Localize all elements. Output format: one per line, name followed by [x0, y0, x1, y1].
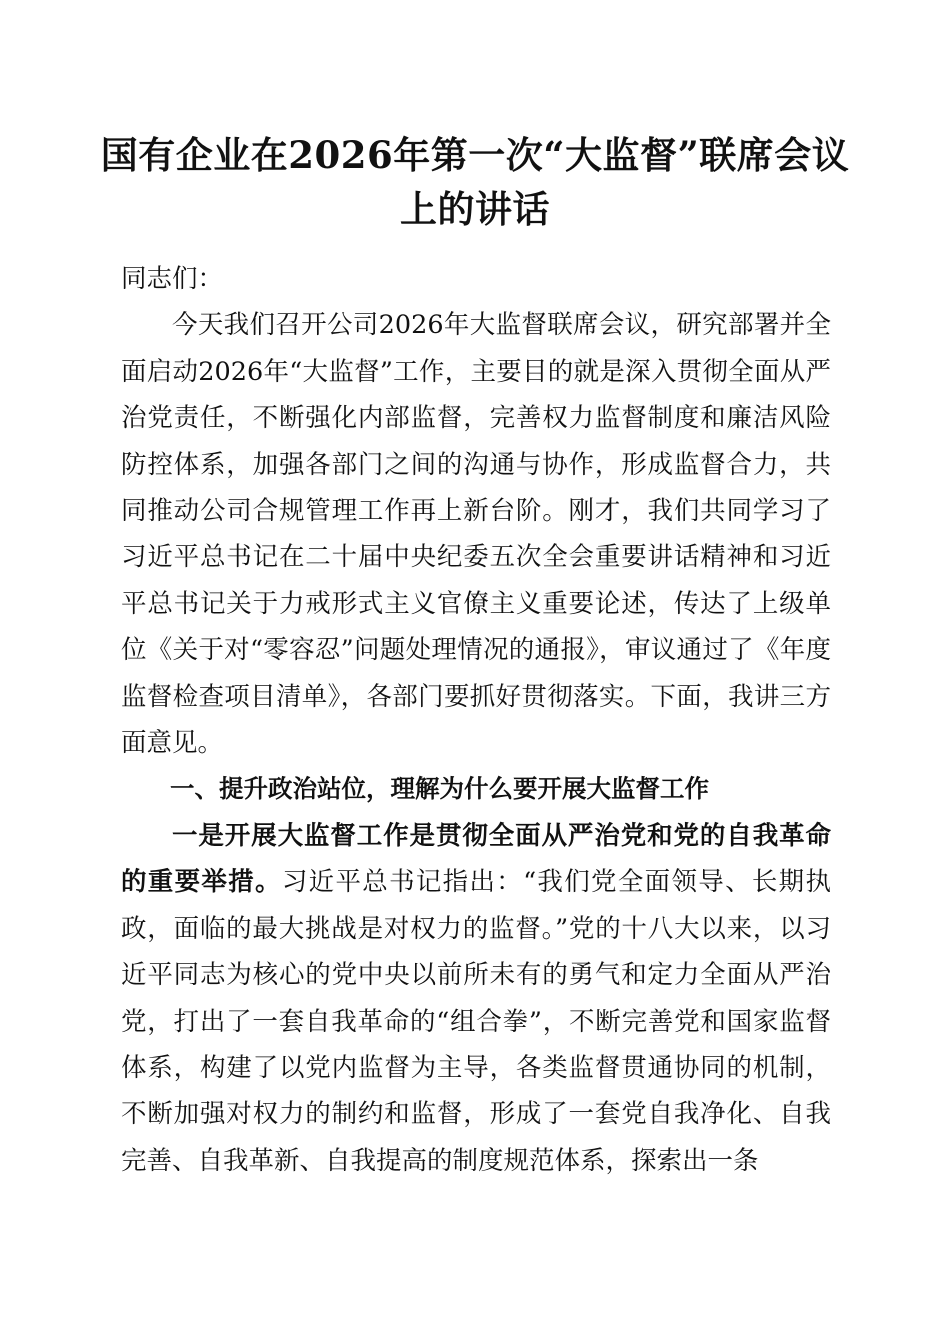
point-1-paragraph: [121, 813, 831, 1184]
point-1-text: 习近平总书记指出：“我们党全面领导、长期执政，面临的最大挑战是对权力的监督。”党的十八大以来，以习近平同志为核心的党中央以前所未有的勇气和定力全面从严治党，打出了一套自我革命的“组合拳”，不断完善党和国家监督体系，构建了以党内监督为主导，各类监督贯通协同的机制，不断加强对权力的制约和监督，形成了一套党自我净化、自我完善、自我革新、自我提高的制度规范体系，探索出一条: [121, 867, 831, 1176]
document-title: 国有企业在2026年第一次“大监督”联席会议上的讲话: [100, 133, 850, 231]
intro-paragraph: 今天我们召开公司2026年大监督联席会议，研究部署并全面启动2026年“大监督”工作，主要目的就是深入贯彻全面从严治党责任，不断强化内部监督，完善权力监督制度和廉洁风险防控体系，加强各部门之间的沟通与协作，形成监督合力，共同推动公司合规管理工作再上新台阶。刚才，我们共同学习了习近平总书记在二十届中央纪委五次全会重要讲话精神和习近平总书记关于力戒形式主义官僚主义重要论述，传达了上级单位《关于对“零容忍”问题处理情况的通报》，审议通过了《年度监督检查项目清单》，各部门要抓好贯彻落实。下面，我讲三方面意见。: [121, 310, 831, 759]
section-heading-1: 一、提升政治站位，理解为什么要开展大监督工作: [170, 774, 709, 804]
salutation: 同志们：: [121, 264, 224, 294]
point-1-lead: 一是开展大监督工作是贯彻全面从严治党和党的自我革命的重要举措。: [121, 820, 831, 898]
document-body: [121, 256, 831, 1184]
